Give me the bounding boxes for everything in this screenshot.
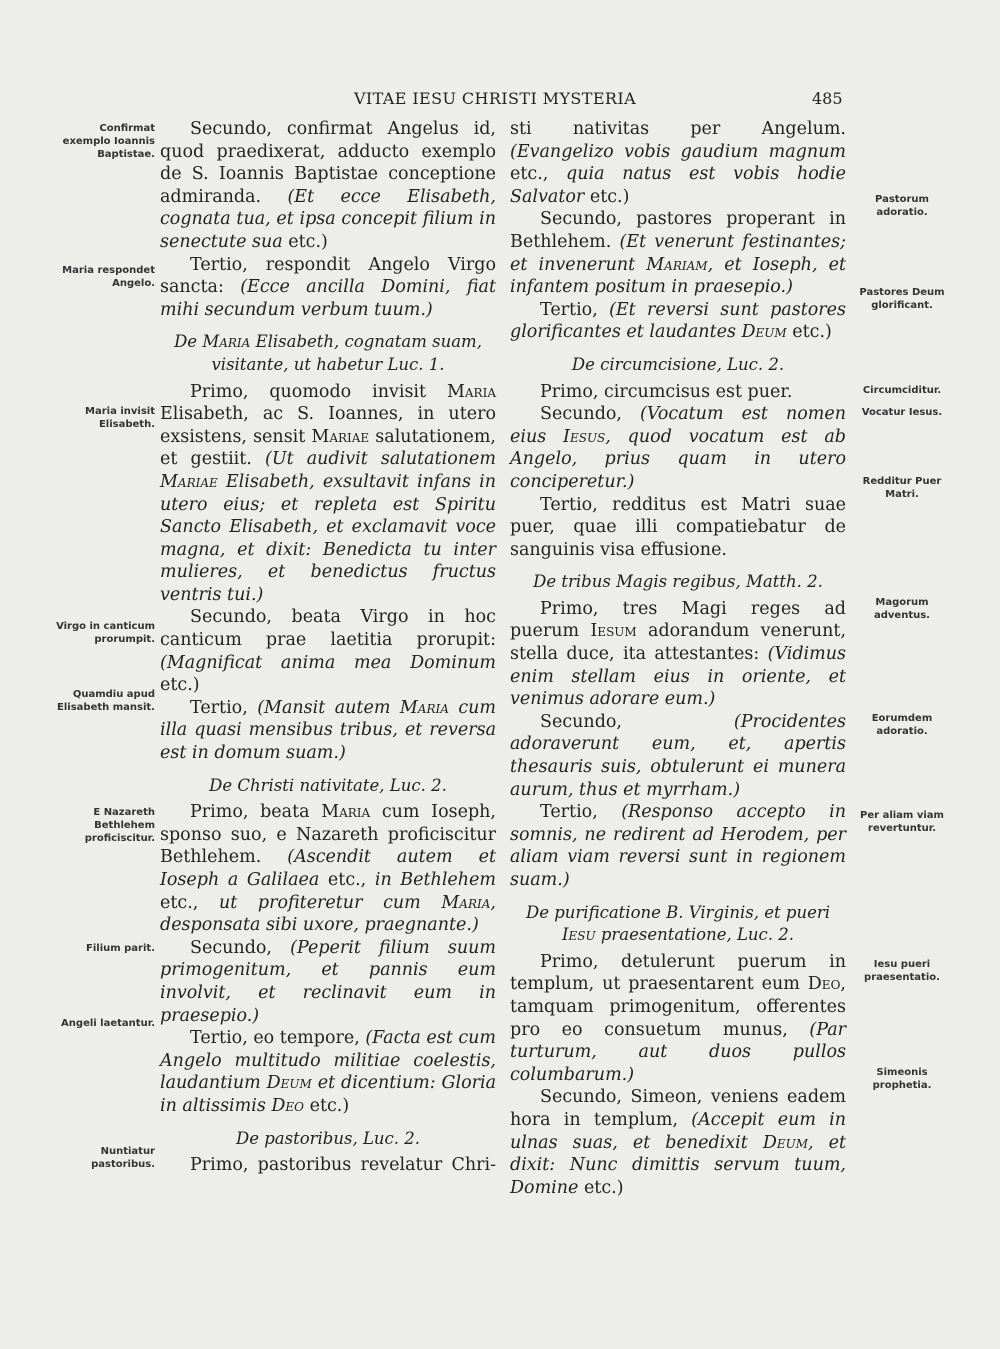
margin-note: Iesu pueri praesentatio. [864, 959, 940, 983]
margin-note: Pastorum adoratio. [875, 194, 929, 218]
paragraph: Secundo, (Peperit filium suum primogenitum, et pannis eum involvit, et reclinavit eum in praesepio.) [160, 937, 496, 1026]
paragraph: sti nativitas per Angelum. (Evangelizo vobis gaudium magnum etc., quia natus est vobis hodie Salvator etc.) [510, 119, 846, 207]
paragraph: Primo, tres Magi reges ad puerum Iesum adorandum venerunt, stella duce, ita attestantes: (Vidimus enim stellam eius in oriente, et venimus adorare eum.) [510, 598, 847, 710]
left-text-column [160, 118, 496, 1177]
running-title: VITAE IESU CHRISTI MYSTERIA [353, 89, 637, 108]
margin-note: Magorum adventus. [874, 597, 930, 621]
section-heading: De Maria Elisabeth, cognatam suam, visitante, ut habetur Luc. 1. [174, 332, 482, 374]
section-heading: De purificatione B. Virginis, et pueri Iesu praesentatione, Luc. 2. [525, 902, 831, 945]
margin-note: Filium parit. [86, 943, 155, 954]
paragraph: Secundo, pastores properant in Bethlehem. (Et venerunt festinantes; et invenerunt Mariam, et Ioseph, et infantem positum in praesepio.) [510, 209, 846, 298]
paragraph: Tertio, respondit Angelo Virgo sancta: (Ecce ancilla Domini, fiat mihi secundum verbum tuum.) [160, 254, 496, 320]
paragraph: Tertio, eo tempore, (Facta est cum Angelo multitudo militiae coelestis, laudantium Deum et dicentium: Gloria in altissimis Deo etc.) [160, 1028, 497, 1116]
margin-note: Per aliam viam revertuntur. [860, 810, 944, 834]
paragraph: Tertio, (Et reversi sunt pastores glorificantes et laudantes Deum etc.) [510, 299, 846, 343]
margin-note: Confirmat exemplo Ioannis Baptistae. [62, 123, 155, 160]
paragraph: Secundo, confirmat Angelus id, quod praedixerat, adducto exemplo de S. Ioannis Baptistae conceptione admiranda. (Et ecce Elisabeth, cognata tua, et ipsa concepit filium in senectute sua etc.) [160, 119, 496, 252]
margin-note: Maria invisit Elisabeth. [85, 406, 155, 430]
margin-note: Nuntiatur pastoribus. [91, 1146, 155, 1170]
margin-note: Redditur Puer Matri. [862, 476, 942, 500]
paragraph: Primo, beata Maria cum Ioseph, sponso suo, e Nazareth proficiscitur Bethlehem. (Ascendit autem et Ioseph a Galilaea etc., in Bethlehem etc., ut profiteretur cum Maria, desponsata sibi uxore, praegnante.) [160, 802, 497, 936]
margin-note: Vocatur Iesus. [861, 407, 943, 418]
paragraph: Primo, circumcisus est puer. [540, 381, 793, 402]
paragraph: Tertio, (Responso accepto in somnis, ne redirent ad Herodem, per aliam viam reversi sunt in regionem suam.) [510, 802, 847, 890]
margin-note: Pastores Deum glorificant. [859, 287, 945, 311]
paragraph: Primo, detulerunt puerum in templum, ut praesentarent eum Deo, tamquam primogenitum, offerentes pro eo consuetum munus, (Par turturum, aut duos pullos columbarum.) [510, 951, 846, 1085]
page-number: 485 [812, 89, 843, 108]
paragraph: Primo, quomodo invisit Maria Elisabeth, ac S. Ioannes, in utero exsistens, sensit Mariae salutationem, et gestiit. (Ut audivit salutationem Mariae Elisabeth, exsultavit infans in utero eius; et repleta est Spiritu Sancto Elisabeth, et exclamavit voce magna, et dixit: Benedicta tu inter mulieres, et benedictus fructus ventris tui.) [160, 381, 496, 605]
section-heading: De circumcisione, Luc. 2. [571, 354, 785, 374]
paragraph: Secundo, Simeon, veniens eadem hora in templum, (Accepit eum in ulnas suas, et benedixit Deum, et dixit: Nunc dimittis servum tuum, Domine etc.) [510, 1087, 847, 1198]
paragraph: Tertio, redditus est Matri suae puer, quae illi compatiebatur de sanguinis visa effusione. [510, 494, 846, 560]
margin-note: Angeli laetantur. [61, 1018, 155, 1029]
section-heading: De pastoribus, Luc. 2. [235, 1128, 421, 1148]
margin-note: E Nazareth Bethlehem proficiscitur. [84, 807, 155, 844]
paragraph: Secundo, beata Virgo in hoc canticum prae laetitia prorupit: (Magnificat anima mea Dominum etc.) [160, 607, 496, 696]
margin-note: Simeonis prophetia. [872, 1067, 932, 1091]
margin-note: Circumciditur. [862, 385, 942, 396]
right-text-column [510, 118, 846, 1199]
paragraph: Tertio, (Mansit autem Maria cum illa quasi mensibus tribus, et reversa est in domum suam.) [160, 697, 497, 764]
paragraph: Primo, pastoribus revelatur Chri- [190, 1155, 496, 1176]
margin-note: Eorumdem adoratio. [871, 713, 933, 737]
paragraph: Secundo, (Vocatum est nomen eius Iesus, quod vocatum est ab Angelo, prius quam in utero conciperetur.) [510, 404, 846, 492]
margin-note: Virgo in canticum prorumpit. [56, 621, 155, 645]
margin-note: Maria respondet Angelo. [62, 265, 155, 289]
margin-note: Quamdiu apud Elisabeth mansit. [57, 689, 155, 713]
section-heading: De Christi nativitate, Luc. 2. [209, 775, 447, 795]
section-heading: De tribus Magis regibus, Matth. 2. [533, 572, 823, 592]
paragraph: Secundo, (Procidentes adoraverunt eum, et, apertis thesauris suis, obtulerunt ei munera aurum, thus et myrrham.) [510, 711, 846, 800]
